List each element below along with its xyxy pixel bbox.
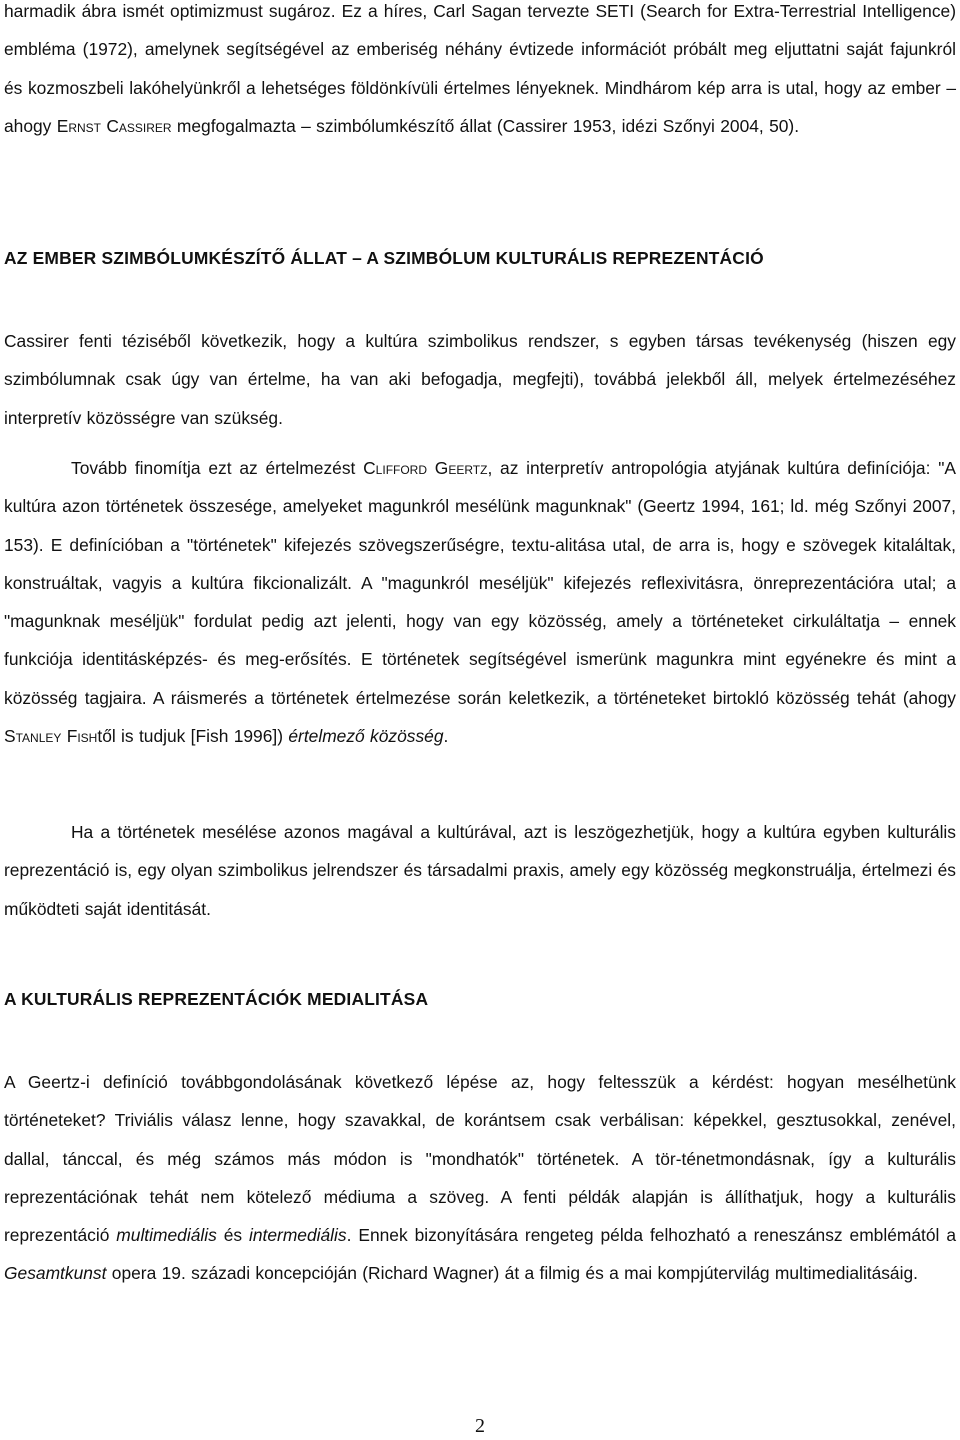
paragraph-text: . [443, 726, 449, 747]
paragraph-text: Tovább finomítja ezt az értelmezést [71, 458, 364, 478]
italic-term: értelmező közösség [288, 726, 444, 747]
paragraph-text: . Ennek bizonyítására rengeteg példa felhozható a reneszánsz emblémától a [346, 1225, 956, 1246]
paragraph-storytelling-media [4, 1063, 956, 1293]
author-name-cassirer: Ernst Cassirer [56, 115, 172, 136]
paragraph-text: A Geertz-i definíció továbbgondolásának következő lépése az, hogy feltesszük a kérdést: hogyan mesélhetünk történeteket? Triviális válasz lenne, hogy szavakkal, de korántsem csak verbálisan: képekkel, gesztusokkal, zenével, dallal, tánccal, és még számos más módon is "mondhatók" történetek. A tör-ténetmondásnak, így a kulturális reprezentációnak tehát nem kötelező médiuma a szöveg. A fenti példák alapján is állíthatjuk, hogy a kulturális reprezentáció [4, 1072, 956, 1246]
italic-term: Gesamtkunst [4, 1263, 107, 1284]
paragraph-culture-representation: Ha a történetek mesélése azonos magával a kultúrával, azt is leszögezhetjük, hogy a kultúra egyben kulturális reprezentáció is, egy olyan szimbolikus jelrendszer és társadalmi praxis, amely egy közösség megkonstruálja, értelmezi és működteti saját identitását. [4, 822, 956, 919]
page-number: 2 [475, 1415, 485, 1437]
paragraph-text: harmadik ábra ismét optimizmust sugároz. Ez a híres, Carl Sagan tervezte SETI (Search for Extra-Terrestrial Intelligence) embléma (1972), amelynek segítségével az emberiség néhány évtizede információt próbált meg eljuttatni saját fajunkról és kozmoszbeli lakóhelyünkről a lehetséges földönkívüli értelmes lényeknek. Mindhárom kép arra is utal, hogy az ember – ahogy [4, 1, 956, 136]
paragraph-text: megfogalmazta – szimbólumkészítő állat (Cassirer 1953, idézi Szőnyi 2004, 50). [171, 115, 800, 136]
section-heading-symbol-making: AZ EMBER SZIMBÓLUMKÉSZÍTŐ ÁLLAT – A SZIMBÓLUM KULTURÁLIS REPREZENTÁCIÓ [4, 248, 764, 268]
italic-term: intermediális [248, 1225, 347, 1246]
paragraph-text: , az interpretív antropológia atyjának kultúra definíciója: "A kultúra azon történetek összesége, amelyeket magunkról mesélünk magunknak" (Geertz 1994, 161; ld. még Szőnyi 2007, 153). E definícióban a "történetek" kifejezés szövegszerűségre, textu-alitása utal, de arra is, hogy e szövegek kitaláltak, konstruáltak, vagyis a kultúra fikcionalizált. A "magunkról meséljük" kifejezés reflexivitásra, önreprezentációra utal; a "magunknak meséljük" fordulat pedig azt jelenti, hogy van egy közösség, amely a történeteket cirkuláltatja – ennek funkciója identitásképzés- és meg-erősítés. E történetek segítségével ismerünk magunkra mint egyénekre és mint a közösség tagjaira. A ráismerés a történetek értelmezése során keletkezik, a történeteket birtokló közösség tehát (ahogy [4, 458, 956, 708]
paragraph-text: opera 19. századi koncepcióján (Richard Wagner) át a filmig és a mai kompjútervilág multimedialitásáig. [106, 1263, 918, 1284]
paragraph-seti-emblem [4, 0, 956, 145]
author-name-geertz: Clifford Geertz [363, 458, 488, 478]
section-heading-mediality: A KULTURÁLIS REPREZENTÁCIÓK MEDIALITÁSA [4, 989, 429, 1009]
italic-term: multimediális [116, 1225, 217, 1246]
paragraph-cassirer-thesis: Cassirer fenti téziséből következik, hogy a kultúra szimbolikus rendszer, s egyben társas tevékenység (hiszen egy szimbólumnak csak úgy van értelme, ha van aki befogadja, megfejti), továbbá jelekből áll, melyek értelmezéséhez interpretív közösségre van szükség. [4, 331, 956, 428]
paragraph-geertz-definition [4, 449, 956, 755]
paragraph-text: és [216, 1225, 249, 1246]
paragraph-text: től is tudjuk [Fish 1996]) [97, 726, 289, 747]
author-name-fish: Stanley Fish [4, 726, 98, 747]
